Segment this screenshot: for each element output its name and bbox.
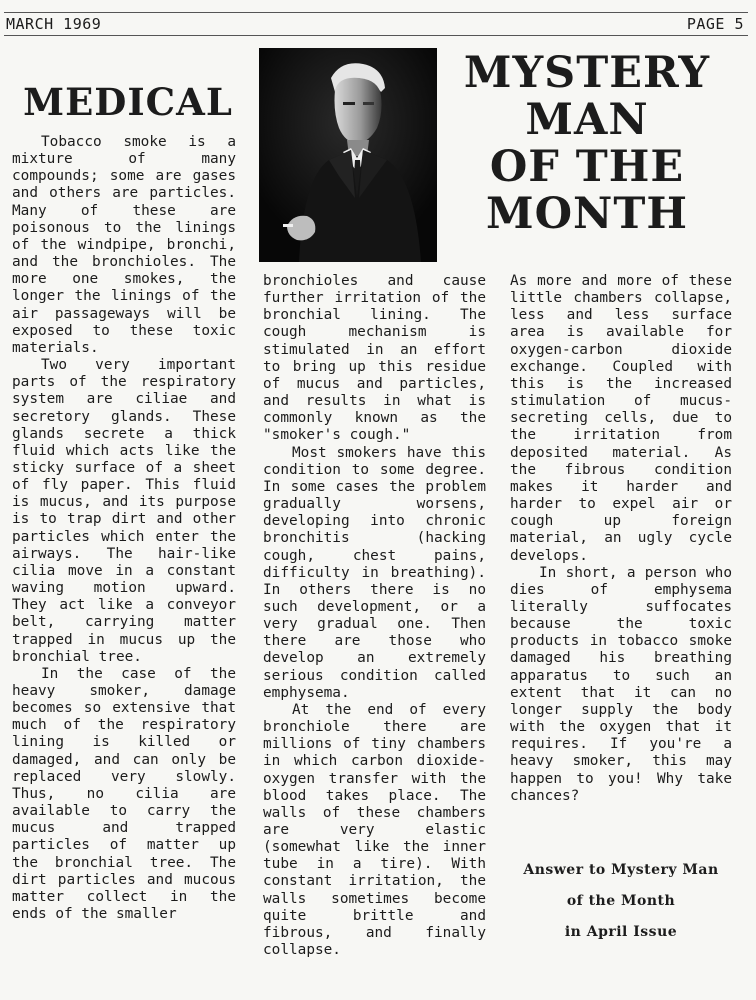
mystery-title-line: MYSTERY bbox=[463, 48, 711, 98]
page-number: PAGE 5 bbox=[686, 15, 744, 33]
medical-title: MEDICAL bbox=[23, 80, 233, 124]
article-paragraph: Tobacco smoke is a mixture of many compounds; some are gases and others are particles. Many of these are poisonous to the linings of the windpipe, bronchi, and the bronchioles. The more one smokes, the longer the linings of the air passageways will be exposed to these toxic materials. bbox=[12, 134, 236, 356]
mystery-answer-note bbox=[505, 855, 737, 948]
article-paragraph: In short, a person who dies of emphysema literally suffocates because the toxic products in tobacco smoke damaged his breathing apparatus to such an extent that it can no longer supply the body with the oxygen that it requires. If you're a heavy smoker, this may happen to you! Why take chances? bbox=[510, 564, 732, 804]
mystery-man-title bbox=[452, 50, 722, 238]
answer-line: of the Month bbox=[566, 893, 676, 909]
mystery-title-line: MAN bbox=[525, 95, 649, 145]
mystery-title-line: MONTH bbox=[486, 189, 688, 239]
article-paragraph: bronchioles and cause further irritation of the bronchial lining. The cough mechanism is stimulated in an effort to bring up this residue of mucus and particles, and results in what is commonly known as the "smoker's cough." bbox=[263, 273, 486, 444]
article-column-2 bbox=[263, 273, 486, 959]
article-paragraph: Most smokers have this condition to some degree. In some cases the problem gradually worsens, developing into chronic bronchitis (hacking cough, chest pains, difficulty in breathing). In others there is no such development, or a very gradual one. Then there are those who develop an extremely serious condition called emphysema. bbox=[263, 444, 486, 701]
answer-line: Answer to Mystery Man bbox=[523, 862, 719, 878]
issue-date: MARCH 1969 bbox=[6, 15, 102, 33]
article-paragraph: As more and more of these little chambers collapse, less and less surface area is available for oxygen-carbon dioxide exchange. Coupled with this is the increased stimulation of mucus-secreting cells, due to the irritation from deposited material. As the fibrous condition makes it harder and harder to expel air or cough up foreign material, an ugly cycle develops. bbox=[510, 273, 732, 564]
article-paragraph: In the case of the heavy smoker, damage becomes so extensive that much of the respiratory lining is killed or damaged, and can only be replaced very slowly. Thus, no cilia are available to carry the mucus and trapped particles of matter up the bronchial tree. The dirt particles and mucous matter collect in the ends of the smaller bbox=[12, 665, 236, 923]
answer-line: in April Issue bbox=[564, 924, 678, 940]
mystery-title-line: OF THE bbox=[489, 142, 685, 192]
article-paragraph: At the end of every bronchiole there are millions of tiny chambers in which carbon dioxide-oxygen transfer with the blood takes place. The walls of these chambers are very elastic (somewhat like the inner tube in a tire). With constant irritation, the walls sometimes become quite brittle and fibrous, and finally collapse. bbox=[263, 701, 486, 959]
page-header bbox=[4, 12, 748, 36]
article-column-1 bbox=[12, 134, 236, 923]
portrait-illustration bbox=[259, 48, 437, 262]
mystery-man-photo bbox=[259, 48, 437, 262]
article-paragraph: Two very important parts of the respiratory system are ciliae and secretory glands. These glands secrete a thick fluid which acts like the sticky surface of a sheet of fly paper. This fluid is mucus, and its purpose is to trap dirt and other particles which enter the airways. The hair-like cilia move in a constant waving motion upward. They act like a conveyor belt, carrying matter trapped in mucus up the bronchial tree. bbox=[12, 357, 236, 665]
article-column-3 bbox=[510, 273, 732, 805]
